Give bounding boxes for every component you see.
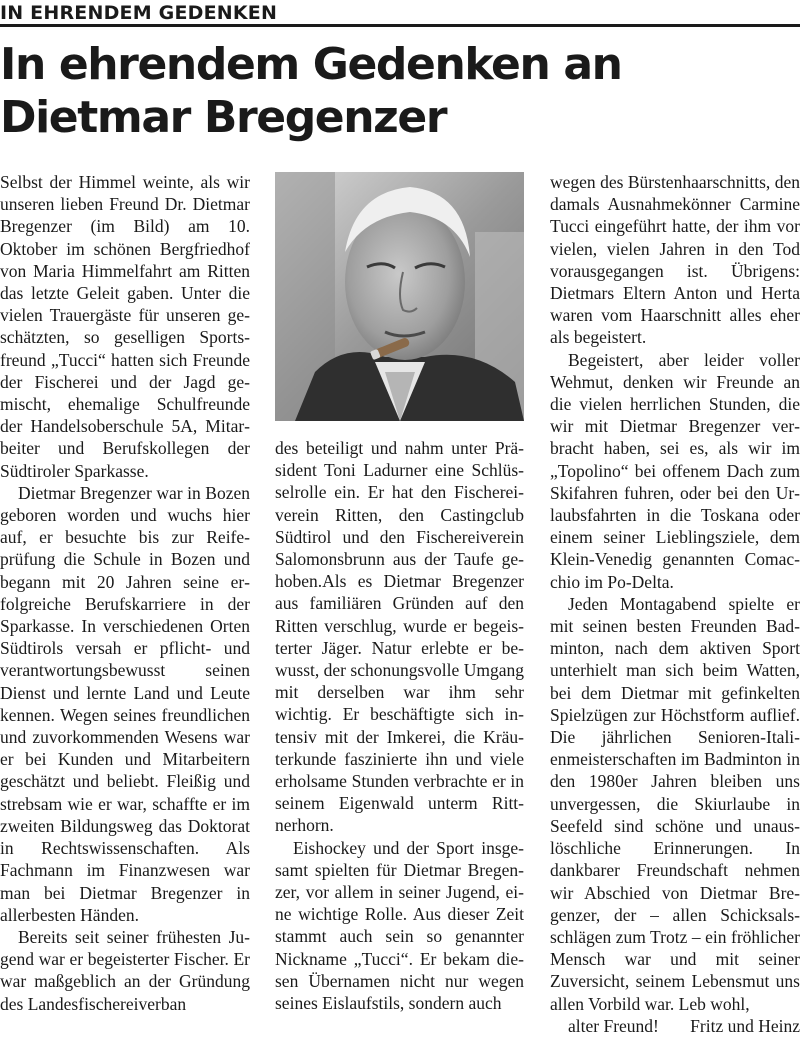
article-column-2	[275, 437, 524, 1014]
paragraph: Jeden Montagabend spielte er mit seinen besten Freunden Badminton, nach dem aktiven Sport unterhielt man sich beim Watten, bei dem Dietmar mit gefinkelten Spielzügen zur Höchstform auflief. Die jährlichen Senioren-Italienmeisterschaften im Badminton in den 1980er Jahren bleiben uns unvergessen, die Skiurlaube in Seefeld sind schöne und unauslöschliche Erinnerungen. In dankbarer Freundschaft nehmen wir Abschied von Dietmar Bregenzer, der – allen Schicksalsschlägen zum Trotz – ein fröhlicher Mensch war und mit seiner Zuversicht, seinem Lebensmut uns allen Vorbild war. Leb wohl,	[550, 593, 800, 1014]
paragraph: Dietmar Bregenzer war in Bozen geboren worden und wuchs hier auf, er besuchte bis zur Reifeprüfung die Schule in Bozen und begann mit 20 Jahren seine erfolgreiche Berufskarriere in der Sparkasse. In verschiedenen Orten Südtirols versah er pflicht- und verantwortungsbewusst seinen Dienst und lernte Land und Leute kennen. Wegen seines freundlichen und zuvorkommenden Wesens war er bei Kunden und Mitarbeitern geschätzt und beliebt. Fleißig und strebsam wie er war, schaffte er im zweiten Bildungsweg das Doktorat in Rechtswissenschaften. Als Fachmann im Finanzwesen war man bei Dietmar Bregenzer in allerbesten Händen.	[0, 482, 250, 925]
closing-text: alter Freund!	[568, 1015, 659, 1036]
paragraph: des beteiligt und nahm unter Präsident Toni Ladurner eine Schlüsselrolle ein. Er hat den Fischereiverein Ritten, den Castingclub Südtirol und den Fischereiverein Salomonsbrunn aus der Taufe gehoben.Als es Dietmar Bregenzer aus familiären Gründen auf den Ritten verschlug, wurde er begeisterter Jäger. Natur erlebte er bewusst, der schonungsvolle Umgang mit derselben war ihm sehr wichtig. Er beschäftigte sich intensiv mit der Imkerei, die Kräuterkunde faszinierte ihn und viele erholsame Stunden verbrachte er in seinem Eigenwald unterm Rittnerhorn.	[275, 438, 524, 836]
section-label: IN EHRENDEM GEDENKEN	[0, 2, 800, 27]
portrait-photo-svg	[275, 172, 524, 421]
paragraph: Selbst der Himmel weinte, als wir unseren lieben Freund Dr. Dietmar Bregenzer (im Bild) am 10. Oktober im schönen Bergfriedhof von Maria Himmelfahrt am Ritten das letzte Geleit gaben. Unter die vielen Trauergäste für unseren geschätzten, so geselligen Sportsfreund „Tucci“ hatten sich Freunde der Fischerei und der Jagd gemischt, ehemalige Schulfreunde der Handelsoberschule 5A, Mitarbeiter und Berufskollegen der Südtiroler Sparkasse.	[0, 172, 250, 481]
closing-line	[550, 1015, 800, 1037]
article-column-3	[550, 171, 800, 1037]
portrait-photo	[275, 172, 524, 421]
signature: Fritz und Heinz	[690, 1015, 800, 1036]
paragraph: Begeistert, aber leider voller Wehmut, denken wir Freunde an die vielen herrlichen Stunden, die wir mit Dietmar Bregenzer verbracht haben, sei es, als wir im „Topolino“ bei offenem Dach zum Skifahren fuhren, oder bei den Urlaubsfahrten in die Toskana oder einem seiner Lieblingsziele, dem Klein-Venedig genannten Comacchio im Po-Delta.	[550, 349, 800, 592]
paragraph: wegen des Bürstenhaarschnitts, den damals Ausnahmekönner Carmine Tucci eingeführt hatte, der ihm vor vielen, vielen Jahren in den Tod vorausgegangen ist. Übrigens: Dietmars Eltern Anton und Herta waren vom Haarschnitt alles eher als begeistert.	[550, 172, 800, 348]
page-title: In ehrendem Gedenken an Dietmar Bregenzer	[0, 39, 622, 143]
article-column-1	[0, 171, 250, 1015]
paragraph: Bereits seit seiner frühesten Jugend war er begeisterter Fischer. Er war maßgeblich an der Gründung des Landesfischereiverban	[0, 926, 250, 1014]
paragraph: Eishockey und der Sport insgesamt spielten für Dietmar Bregenzer, vor allem in seiner Jugend, eine wichtige Rolle. Aus dieser Zeit stammt auch sein so genannter Nickname „Tucci“. Er bekam diesen Übernamen nicht nur wegen seines Eislaufstils, sondern auch	[275, 837, 524, 1014]
